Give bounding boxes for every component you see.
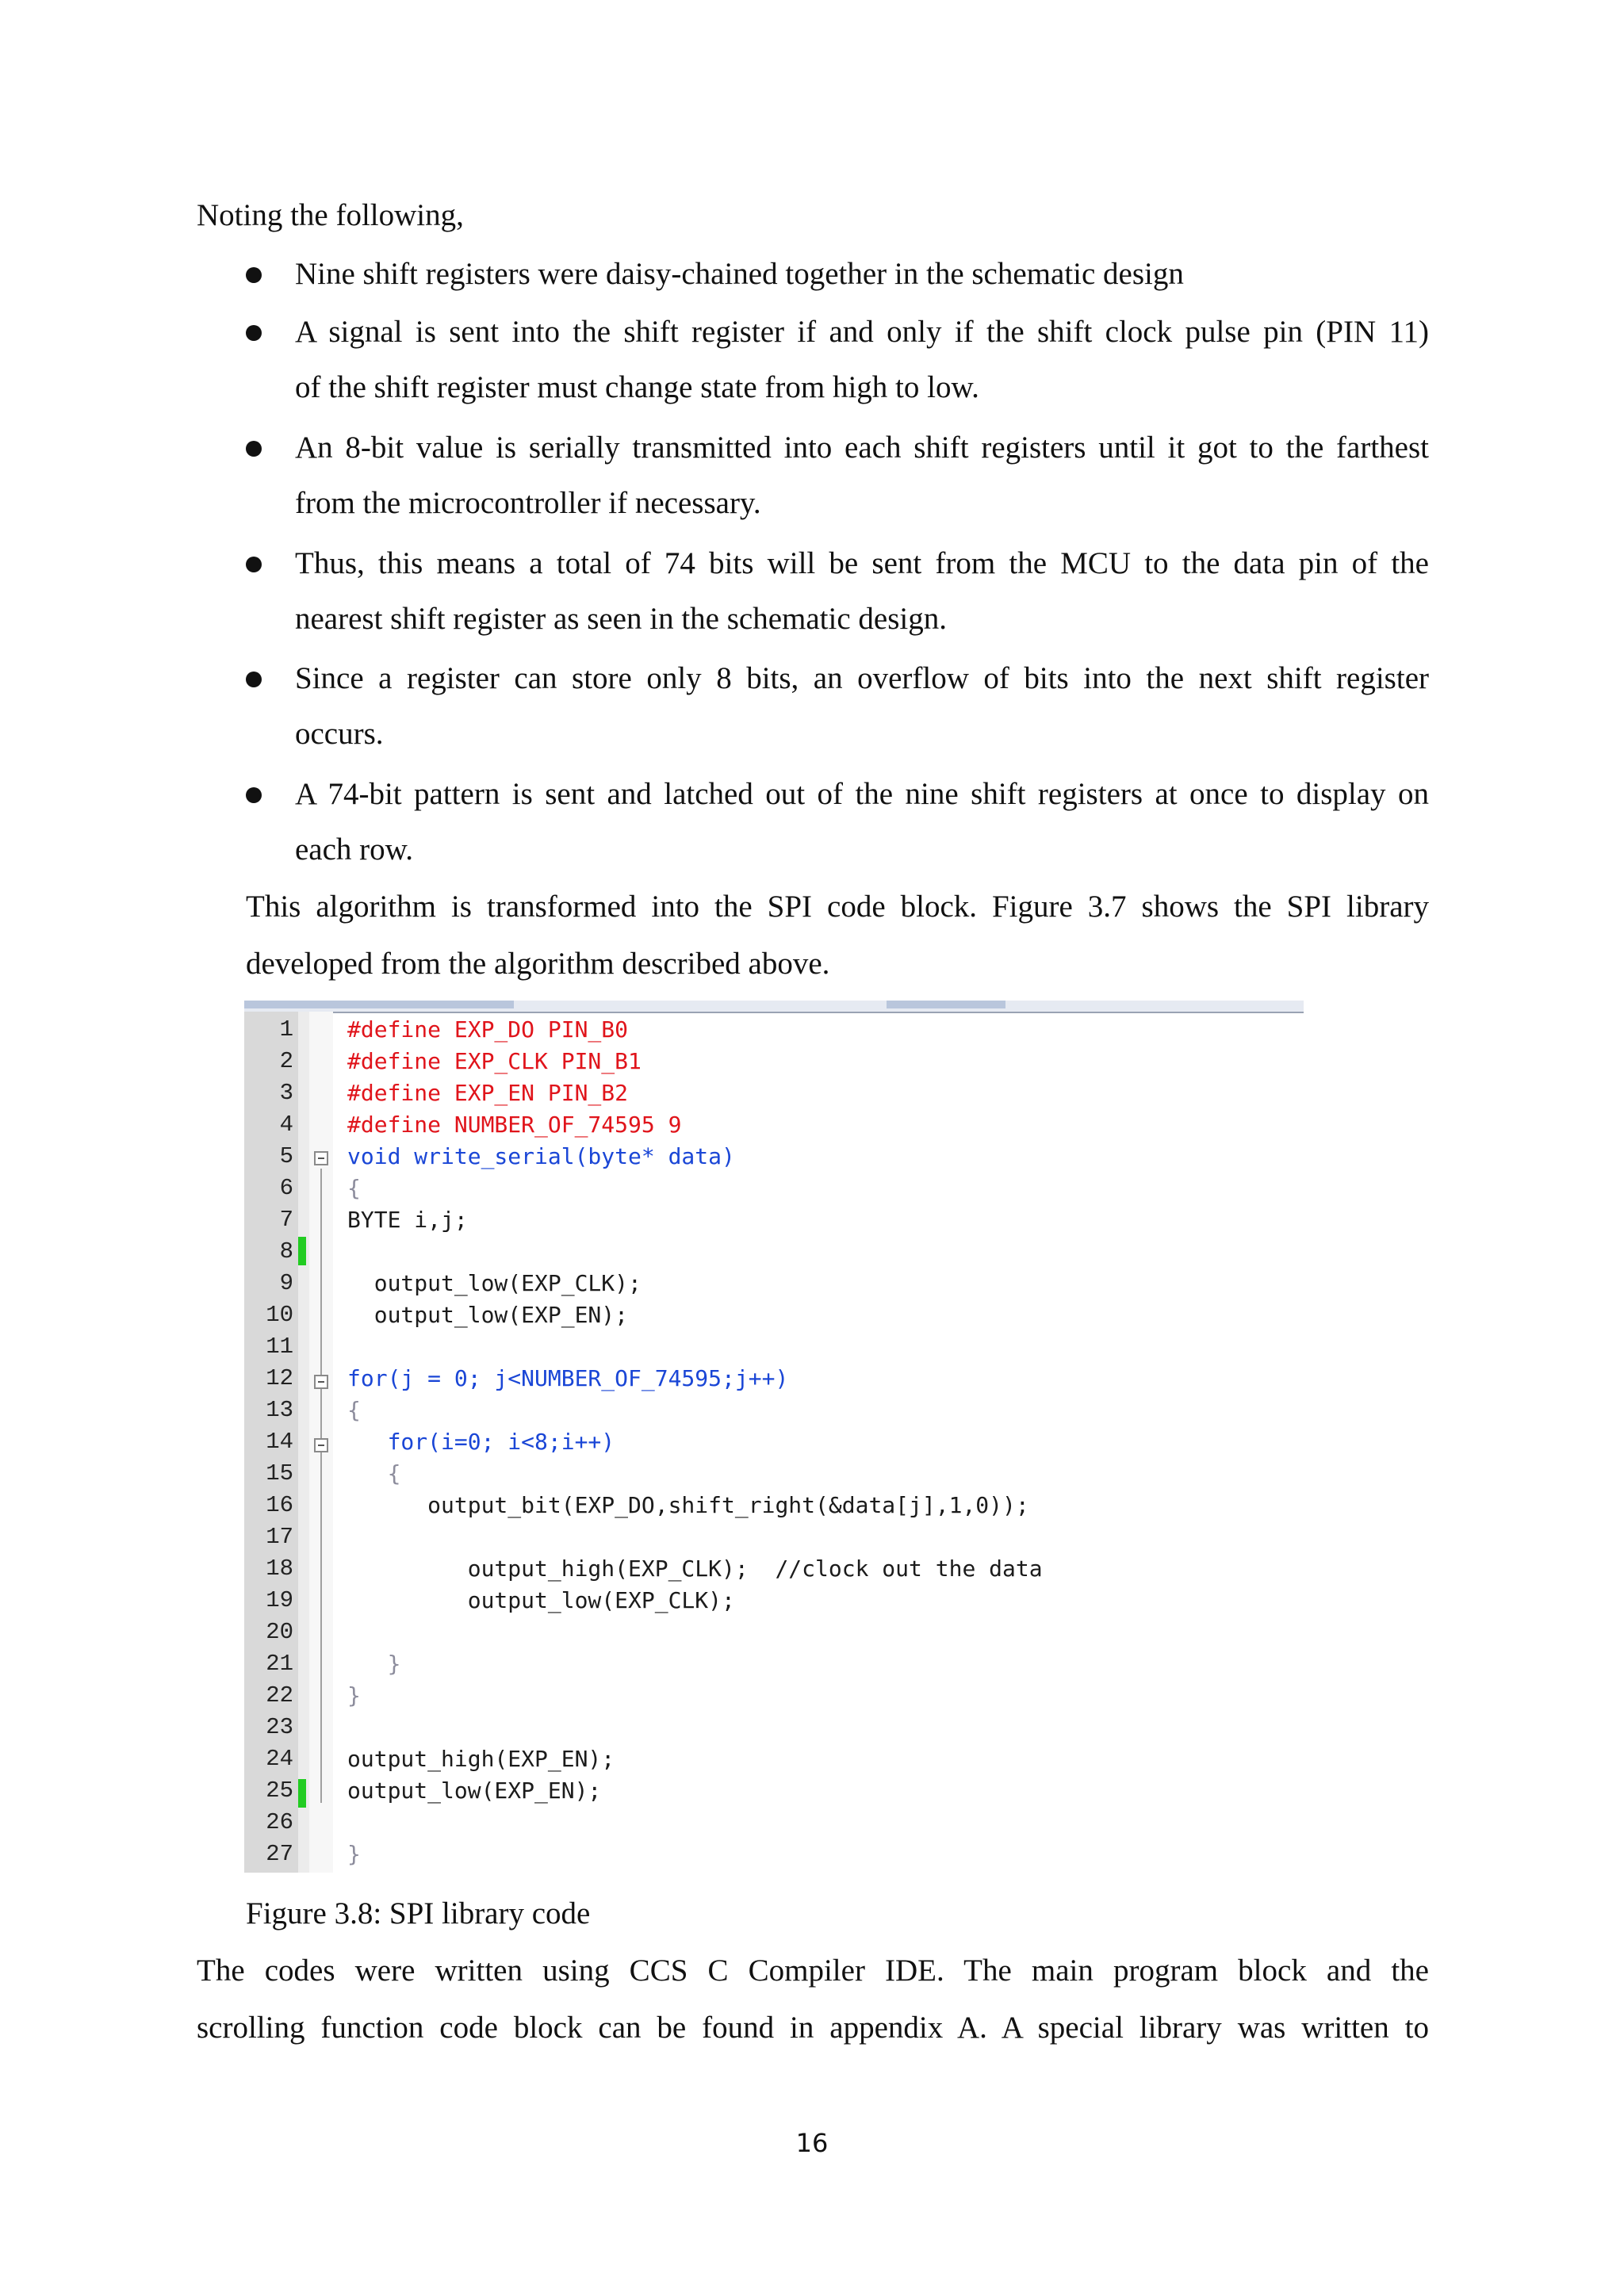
code-line: { [347, 1460, 401, 1487]
bullet-6-line-2: each row. [295, 832, 414, 867]
code-line: } [347, 1682, 361, 1709]
change-marker [298, 1237, 306, 1265]
code-line: #define EXP_CLK PIN_B1 [347, 1048, 642, 1074]
bullet-6-line-1: A 74-bit pattern is sent and latched out of the nine shift registers at once to display on [295, 777, 1429, 811]
figure-caption: Figure 3.8: SPI library code [246, 1896, 591, 1931]
line-number: 25 [266, 1777, 293, 1804]
bullet-dot [246, 672, 262, 687]
code-line: output_low(EXP_CLK); [347, 1270, 642, 1296]
bullet-dot [246, 325, 262, 341]
fold-toggle-icon[interactable] [314, 1375, 328, 1389]
line-number: 23 [266, 1714, 293, 1740]
bullet-2-line-2: of the shift register must change state from high to low. [295, 370, 979, 404]
code-line: void write_serial(byte* data) [347, 1143, 735, 1169]
code-line: output_high(EXP_EN); [347, 1746, 615, 1772]
bullet-1-line-1: Nine shift registers were daisy-chained together in the schematic design [295, 257, 1184, 291]
code-editor-figure [244, 1001, 1304, 1873]
code-line: } [347, 1651, 401, 1677]
line-number: 10 [266, 1302, 293, 1328]
code-line: { [347, 1397, 361, 1423]
line-number: 5 [279, 1143, 293, 1169]
line-number: 9 [279, 1270, 293, 1296]
line-number: 14 [266, 1429, 293, 1455]
paragraph-2-line-2: scrolling function code block can be found in appendix A. A special library was written to [197, 2011, 1429, 2045]
page-number: 16 [795, 2128, 829, 2158]
line-number: 6 [279, 1175, 293, 1201]
bullet-5-line-1: Since a register can store only 8 bits, an overflow of bits into the next shift register [295, 661, 1429, 695]
code-line: output_low(EXP_EN); [347, 1302, 629, 1328]
editor-tab [244, 1001, 514, 1008]
code-line: output_low(EXP_CLK); [347, 1587, 735, 1613]
line-number: 18 [266, 1556, 293, 1582]
bullet-5-line-2: occurs. [295, 717, 384, 751]
code-line: #define NUMBER_OF_74595 9 [347, 1112, 682, 1138]
code-line: #define EXP_EN PIN_B2 [347, 1080, 629, 1106]
line-number: 22 [266, 1682, 293, 1709]
code-line: for(i=0; i<8;i++) [347, 1429, 615, 1455]
code-line: #define EXP_DO PIN_B0 [347, 1016, 629, 1043]
fold-toggle-icon[interactable] [314, 1151, 328, 1165]
bullet-dot [246, 787, 262, 803]
line-number: 17 [266, 1524, 293, 1550]
code-line: output_low(EXP_EN); [347, 1777, 602, 1804]
line-number: 4 [279, 1112, 293, 1138]
code-line: } [347, 1841, 361, 1867]
change-marker-gutter [298, 1012, 309, 1873]
bullet-dot [246, 267, 262, 283]
bullet-4-line-1: Thus, this means a total of 74 bits will be sent from the MCU to the data pin of the [295, 546, 1429, 580]
line-number: 13 [266, 1397, 293, 1423]
bullet-2-line-1: A signal is sent into the shift register if and only if the shift clock pulse pin (PIN 11) [295, 315, 1429, 349]
code-line: output_high(EXP_CLK); //clock out the data [347, 1556, 1043, 1582]
line-number: 27 [266, 1841, 293, 1867]
line-number: 26 [266, 1809, 293, 1835]
paragraph-1-line-1: This algorithm is transformed into the SPI code block. Figure 3.7 shows the SPI library [246, 890, 1429, 924]
editor-tab [887, 1001, 1005, 1008]
bullet-dot [246, 441, 262, 457]
line-number: 11 [266, 1334, 293, 1360]
paragraph-2-line-1: The codes were written using CCS C Compiler IDE. The main program block and the [197, 1954, 1429, 1988]
fold-toggle-icon[interactable] [314, 1438, 328, 1452]
line-number: 7 [279, 1207, 293, 1233]
line-number: 20 [266, 1619, 293, 1645]
paragraph-1-line-2: developed from the algorithm described above. [246, 947, 830, 981]
line-number: 21 [266, 1651, 293, 1677]
code-line: output_bit(EXP_DO,shift_right(&data[j],1,0)); [347, 1492, 1029, 1518]
bullet-dot [246, 557, 262, 572]
line-number: 24 [266, 1746, 293, 1772]
code-line: { [347, 1175, 361, 1201]
editor-tab-bar [244, 1001, 1304, 1013]
line-number: 1 [279, 1016, 293, 1043]
change-marker [298, 1779, 306, 1808]
bullet-3-line-2: from the microcontroller if necessary. [295, 486, 761, 520]
line-number: 8 [279, 1238, 293, 1265]
line-number: 12 [266, 1365, 293, 1391]
intro-text: Noting the following, [197, 198, 464, 232]
line-number: 16 [266, 1492, 293, 1518]
line-number: 2 [279, 1048, 293, 1074]
code-line: BYTE i,j; [347, 1207, 468, 1233]
bullet-3-line-1: An 8-bit value is serially transmitted into each shift registers until it got to the farthest [295, 430, 1429, 465]
code-line: for(j = 0; j<NUMBER_OF_74595;j++) [347, 1365, 789, 1391]
line-number: 15 [266, 1460, 293, 1487]
bullet-4-line-2: nearest shift register as seen in the schematic design. [295, 602, 947, 636]
fold-guide-line [320, 1169, 322, 1803]
line-number: 19 [266, 1587, 293, 1613]
line-number: 3 [279, 1080, 293, 1106]
